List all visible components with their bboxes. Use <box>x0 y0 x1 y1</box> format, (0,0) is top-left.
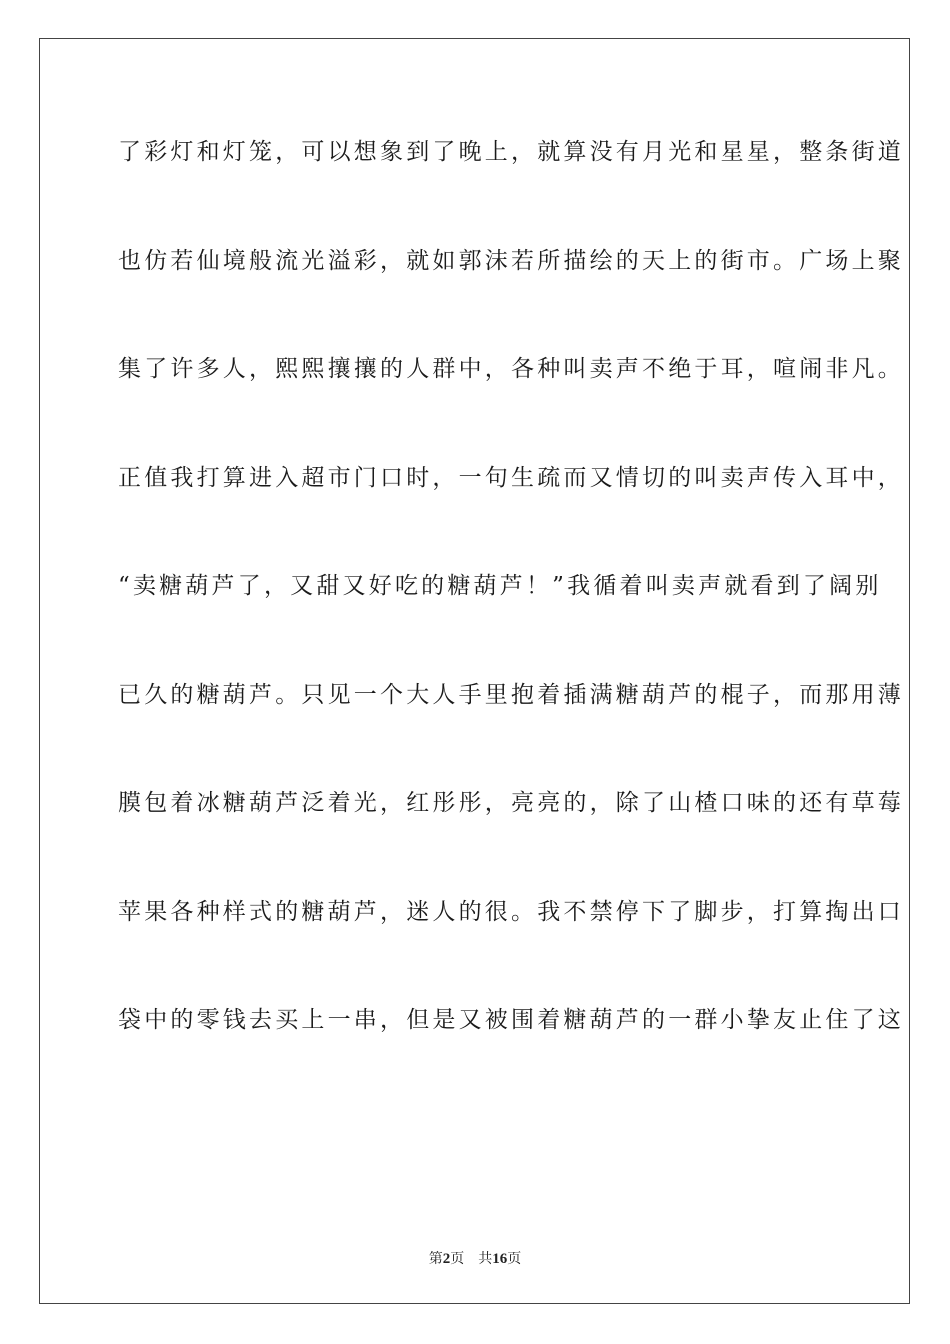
body-text <box>118 128 904 1105</box>
page-footer <box>0 1248 950 1268</box>
text-line: 正值我打算进入超市门口时，一句生疏而又情切的叫卖声传入耳中， <box>118 464 904 491</box>
text-line: 膜包着冰糖葫芦泛着光，红彤彤，亮亮的，除了山楂口味的还有草莓 <box>118 790 904 816</box>
total-suffix: 页 <box>507 1251 522 1267</box>
text-line: “卖糖葫芦了，又甜又好吃的糖葫芦！”我循着叫卖声就看到了阔别 <box>118 573 882 599</box>
text-line: 集了许多人，熙熙攘攘的人群中，各种叫卖声不绝于耳，喧闹非凡。 <box>118 356 904 382</box>
total-prefix: 共 <box>478 1251 493 1267</box>
text-line: 袋中的零钱去买上一串，但是又被围着糖葫芦的一群小挚友止住了这 <box>118 1007 904 1033</box>
total-pages: 16 <box>492 1251 508 1267</box>
text-line: 了彩灯和灯笼，可以想象到了晚上，就算没有月光和星星，整条街道 <box>118 139 904 165</box>
text-line: 已久的糖葫芦。只见一个大人手里抱着插满糖葫芦的棍子，而那用薄 <box>118 681 904 708</box>
text-line: 也仿若仙境般流光溢彩，就如郭沫若所描绘的天上的街市。广场上聚 <box>118 247 904 274</box>
text-line: 苹果各种样式的糖葫芦，迷人的很。我不禁停下了脚步，打算掏出口 <box>118 898 904 925</box>
page-number: 2 <box>442 1251 451 1267</box>
page-prefix: 第 <box>428 1251 443 1267</box>
page-suffix: 页 <box>450 1251 465 1267</box>
